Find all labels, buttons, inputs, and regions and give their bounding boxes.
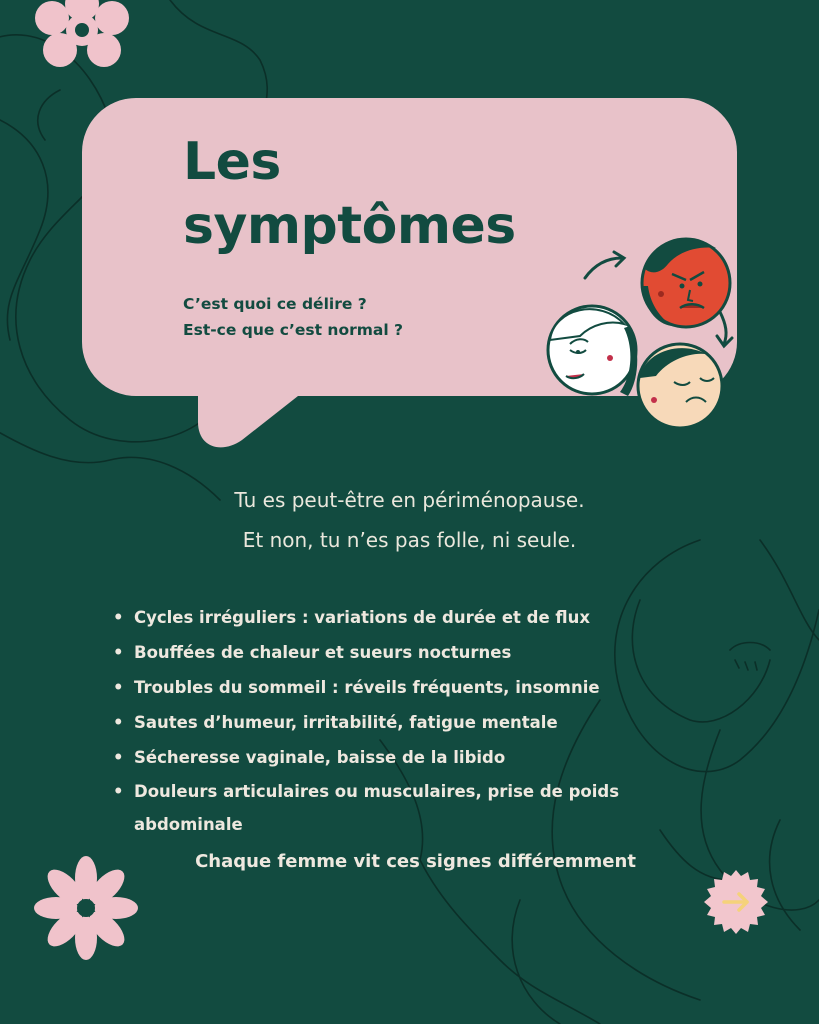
mood-faces-icon [540,228,740,438]
page-title [183,130,516,258]
subtitle-line-2: Est-ce que c’est normal ? [183,321,404,339]
subtitle-line-1: C’est quoi ce délire ? [183,295,367,313]
symptom-item: • Troubles du sommeil : réveils fréquents, insomnie [110,670,710,705]
next-button[interactable] [704,870,768,934]
subtitle [183,291,403,343]
symptom-item: • Cycles irréguliers : variations de durée et de flux [110,600,710,635]
intro-line-2: Et non, tu n’es pas folle, ni seule. [242,528,577,552]
symptom-item: • Sautes d’humeur, irritabilité, fatigue mentale [110,705,710,740]
symptom-item: • Bouffées de chaleur et sueurs nocturnes [110,635,710,670]
intro-line-1: Tu es peut-être en périménopause. [234,488,585,512]
title-line-2: symptômes [183,196,516,256]
footer-text: Chaque femme vit ces signes différemment [195,851,636,872]
intro-text [0,480,819,560]
symptom-item: • Sécheresse vaginale, baisse de la libido [110,740,710,775]
flower-icon [30,0,134,74]
title-line-1: Les [183,132,281,192]
flower-icon [34,856,138,960]
symptom-list [110,600,710,841]
symptom-item: • Douleurs articulaires ou musculaires, prise de poids abdominale [110,775,710,841]
speech-bubble-tail [198,360,318,450]
